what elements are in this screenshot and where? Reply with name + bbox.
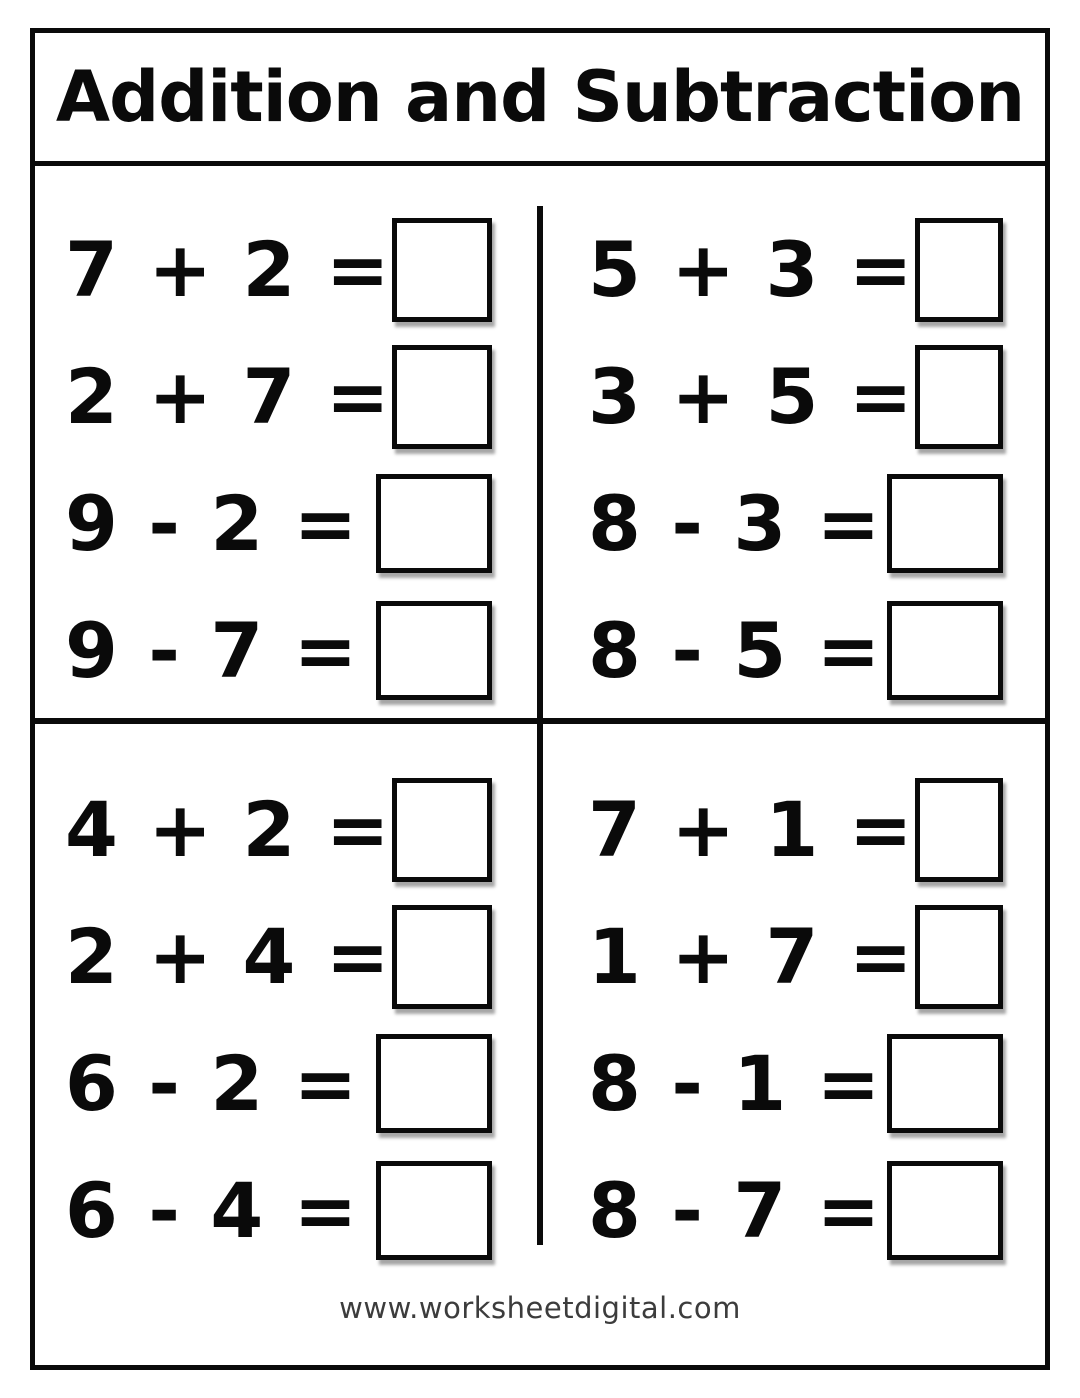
problem-row — [588, 460, 1045, 587]
problem-row — [588, 1147, 1045, 1274]
answer-box[interactable] — [392, 218, 493, 322]
equation-text: 5 + 3 = — [588, 225, 915, 314]
equation-text: 4 + 2 = — [65, 785, 392, 874]
quadrant-bottom-left — [35, 724, 540, 1255]
website-url: www.worksheetdigital.com — [339, 1291, 741, 1325]
problem-row — [65, 893, 540, 1020]
problem-row — [588, 893, 1045, 1020]
answer-box[interactable] — [887, 474, 1003, 573]
equation-text: 3 + 5 = — [588, 352, 915, 441]
quadrant-top-right — [540, 166, 1045, 718]
equation-text: 8 - 5 = — [588, 606, 883, 695]
answer-box[interactable] — [376, 1161, 492, 1260]
answer-box[interactable] — [392, 905, 493, 1009]
problem-row — [65, 766, 540, 893]
equation-text: 9 - 2 = — [65, 479, 360, 568]
equation-text: 8 - 7 = — [588, 1166, 883, 1255]
vertical-divider-bottom — [537, 724, 543, 1245]
problem-row — [65, 587, 540, 714]
quadrant-bottom-right — [540, 724, 1045, 1255]
equation-text: 9 - 7 = — [65, 606, 360, 695]
answer-box[interactable] — [915, 218, 1004, 322]
answer-box[interactable] — [915, 778, 1004, 882]
problem-row — [65, 333, 540, 460]
equation-text: 8 - 1 = — [588, 1039, 883, 1128]
problem-row — [588, 1020, 1045, 1147]
title-band — [35, 33, 1045, 166]
problem-row — [65, 206, 540, 333]
problem-row — [588, 587, 1045, 714]
answer-box[interactable] — [887, 601, 1003, 700]
answer-box[interactable] — [376, 601, 492, 700]
problem-row — [65, 1147, 540, 1274]
equation-text: 1 + 7 = — [588, 912, 915, 1001]
problem-row — [65, 460, 540, 587]
answer-box[interactable] — [376, 1034, 492, 1133]
answer-box[interactable] — [887, 1161, 1003, 1260]
answer-box[interactable] — [915, 905, 1004, 1009]
problem-row — [588, 333, 1045, 460]
worksheet-page — [30, 28, 1050, 1370]
page-title: Addition and Subtraction — [55, 56, 1025, 138]
equation-text: 7 + 2 = — [65, 225, 392, 314]
problem-row — [588, 206, 1045, 333]
quadrant-top-left — [35, 166, 540, 718]
bottom-section — [35, 724, 1045, 1255]
answer-box[interactable] — [376, 474, 492, 573]
vertical-divider-top — [537, 206, 543, 718]
answer-box[interactable] — [887, 1034, 1003, 1133]
equation-text: 2 + 4 = — [65, 912, 392, 1001]
top-section — [35, 166, 1045, 718]
problem-row — [588, 766, 1045, 893]
equation-text: 7 + 1 = — [588, 785, 915, 874]
answer-box[interactable] — [392, 778, 493, 882]
problem-row — [65, 1020, 540, 1147]
equation-text: 8 - 3 = — [588, 479, 883, 568]
equation-text: 6 - 4 = — [65, 1166, 360, 1255]
answer-box[interactable] — [915, 345, 1004, 449]
equation-text: 2 + 7 = — [65, 352, 392, 441]
answer-box[interactable] — [392, 345, 493, 449]
equation-text: 6 - 2 = — [65, 1039, 360, 1128]
